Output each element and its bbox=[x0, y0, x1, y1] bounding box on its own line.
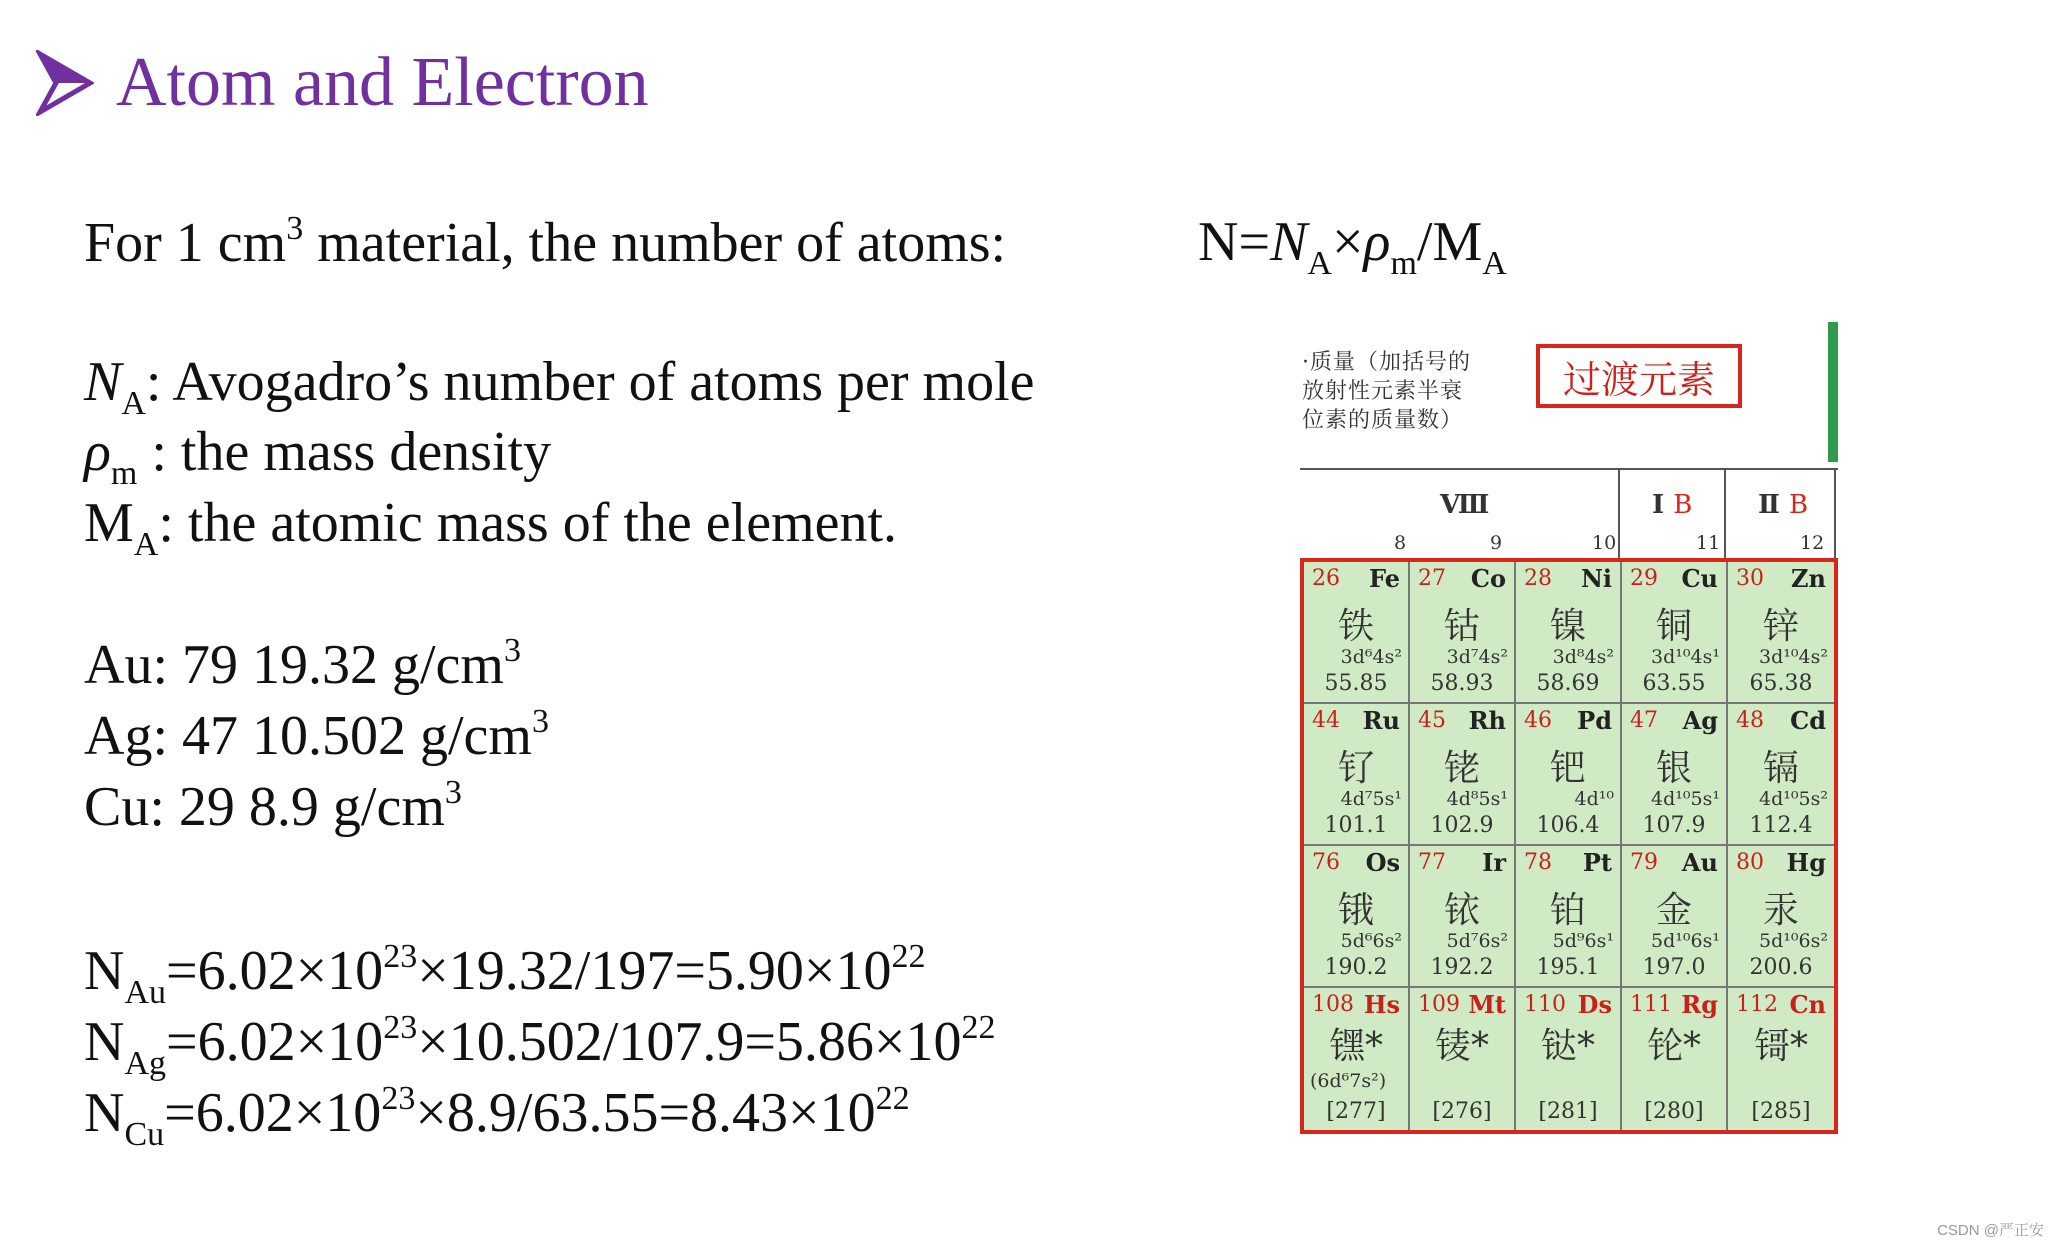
electron-config: 3d⁷4s² bbox=[1446, 646, 1508, 668]
group-number: 12 bbox=[1800, 532, 1825, 554]
atomic-number: 46 bbox=[1524, 708, 1552, 733]
element-cell-ir bbox=[1410, 846, 1516, 988]
atomic-mass: 101.1 bbox=[1324, 813, 1388, 838]
calc-b: ×8.9/63.55=8.43×10 bbox=[415, 1082, 876, 1144]
atomic-number: 48 bbox=[1736, 708, 1764, 733]
pt-note-line: 位素的质量数） bbox=[1302, 408, 1464, 433]
def-text: : the atomic mass of the element. bbox=[158, 492, 898, 554]
chinese-name: 金 bbox=[1655, 890, 1692, 931]
element-cell-cn bbox=[1728, 988, 1834, 1130]
element-symbol: Rh bbox=[1468, 706, 1506, 735]
atomic-mass: [280] bbox=[1644, 1099, 1704, 1124]
electron-config: 5d⁶6s² bbox=[1340, 930, 1402, 952]
pt-note bbox=[1302, 348, 1512, 435]
element-symbol: Co bbox=[1470, 564, 1506, 593]
element-symbol: Au bbox=[1681, 848, 1718, 877]
electron-config: 5d¹⁰6s¹ bbox=[1651, 930, 1720, 952]
group-ib-b: B bbox=[1673, 490, 1693, 520]
calc-exp2: 22 bbox=[961, 1009, 996, 1046]
element-cell-pt bbox=[1516, 846, 1622, 988]
group-ib-roman: Ⅰ bbox=[1652, 490, 1665, 520]
element-sup: 3 bbox=[531, 703, 549, 740]
element-cell-hs bbox=[1304, 988, 1410, 1130]
element-symbol: Cd bbox=[1790, 706, 1826, 735]
element-cell-pd bbox=[1516, 704, 1622, 846]
calc-a: =6.02×10 bbox=[164, 1082, 382, 1144]
element-cell-ni bbox=[1516, 562, 1622, 704]
element-symbol: Rg bbox=[1681, 990, 1718, 1019]
element-symbol: Cu bbox=[1681, 564, 1718, 593]
group-iib-roman: Ⅱ bbox=[1758, 490, 1780, 520]
electron-config: 4d¹⁰5s² bbox=[1759, 788, 1828, 810]
element-cell-co bbox=[1410, 562, 1516, 704]
arrow-bullet-icon bbox=[36, 50, 94, 116]
electron-config: 5d⁹6s¹ bbox=[1552, 930, 1614, 952]
calc-a: =6.02×10 bbox=[166, 940, 384, 1002]
atomic-mass: 197.0 bbox=[1642, 955, 1706, 980]
atomic-mass: [285] bbox=[1751, 1099, 1811, 1124]
electron-config: 5d⁷6s² bbox=[1446, 930, 1508, 952]
atomic-number: 108 bbox=[1312, 992, 1354, 1017]
chinese-name: 镉 bbox=[1762, 748, 1799, 789]
element-symbol: Ir bbox=[1482, 848, 1506, 877]
atomic-number: 109 bbox=[1418, 992, 1460, 1017]
element-cell-hg bbox=[1728, 846, 1834, 988]
calc-cu bbox=[84, 1082, 910, 1152]
electron-config: 3d¹⁰4s² bbox=[1759, 646, 1828, 668]
def-sub: A bbox=[133, 526, 159, 563]
chinese-name: 钌 bbox=[1337, 748, 1374, 789]
def-text: : Avogadro’s number of atoms per mole bbox=[145, 351, 1035, 413]
atomic-mass: [281] bbox=[1538, 1099, 1598, 1124]
atomic-number: 80 bbox=[1736, 850, 1764, 875]
atomic-mass: 63.55 bbox=[1642, 671, 1706, 696]
electron-config: 4d¹⁰ bbox=[1574, 788, 1614, 810]
element-cell-cd bbox=[1728, 704, 1834, 846]
chinese-name: 铑 bbox=[1443, 748, 1480, 789]
chinese-name: 鿏* bbox=[1434, 1026, 1489, 1067]
group-iib-b: B bbox=[1788, 490, 1809, 520]
atomic-mass: 195.1 bbox=[1536, 955, 1600, 980]
definition-rho bbox=[84, 421, 552, 492]
atomic-number: 77 bbox=[1418, 850, 1446, 875]
element-symbol: Hs bbox=[1363, 990, 1400, 1019]
intro-prefix: For 1 cm bbox=[84, 212, 287, 274]
element-cell-cu bbox=[1622, 562, 1728, 704]
calc-n: N bbox=[84, 940, 125, 1002]
atomic-mass: 112.4 bbox=[1749, 813, 1813, 838]
definition-ma bbox=[84, 492, 898, 563]
chinese-name: 𫟼* bbox=[1540, 1026, 1595, 1067]
calc-sub: Cu bbox=[124, 1116, 165, 1153]
formula-rho: ρ bbox=[1363, 211, 1391, 273]
element-cell-mt bbox=[1410, 988, 1516, 1130]
group-divider bbox=[1834, 470, 1836, 560]
def-text: : the mass density bbox=[137, 421, 552, 483]
group-number: 8 bbox=[1394, 532, 1407, 554]
element-label: Ag: 47 10.502 g/cm bbox=[84, 705, 532, 767]
formula-lhs: N= bbox=[1198, 211, 1271, 273]
chinese-name: 𬭶* bbox=[1328, 1026, 1383, 1067]
element-symbol: Ag bbox=[1682, 706, 1718, 735]
atomic-number: 27 bbox=[1418, 566, 1446, 591]
electron-config: 3d¹⁰4s¹ bbox=[1651, 646, 1720, 668]
element-symbol: Cn bbox=[1789, 990, 1826, 1019]
formula-na-sub: A bbox=[1307, 245, 1332, 282]
chinese-name: 锇 bbox=[1337, 890, 1374, 931]
atomic-number: 45 bbox=[1418, 708, 1446, 733]
atomic-mass: 107.9 bbox=[1642, 813, 1706, 838]
formula-rho-sub: m bbox=[1390, 245, 1417, 282]
chinese-name: 银 bbox=[1655, 748, 1692, 789]
chinese-name: 鿔* bbox=[1753, 1026, 1808, 1067]
element-symbol: Pd bbox=[1577, 706, 1612, 735]
chinese-name: 𬬭* bbox=[1646, 1026, 1701, 1067]
atomic-number: 30 bbox=[1736, 566, 1764, 591]
element-symbol: Ru bbox=[1362, 706, 1400, 735]
electron-config: 4d⁷5s¹ bbox=[1340, 788, 1402, 810]
periodic-table-excerpt bbox=[1300, 322, 1846, 1152]
electron-config: (6d⁶7s²) bbox=[1310, 1070, 1387, 1092]
atomic-number: 110 bbox=[1524, 992, 1566, 1017]
pt-note-line: ·质量（加括号的 bbox=[1302, 350, 1471, 375]
element-cell-fe bbox=[1304, 562, 1410, 704]
group-divider bbox=[1618, 470, 1620, 560]
element-symbol: Zn bbox=[1791, 564, 1826, 593]
element-symbol: Ds bbox=[1577, 990, 1612, 1019]
calc-exp1: 23 bbox=[383, 1009, 418, 1046]
group-number: 11 bbox=[1696, 532, 1721, 554]
calc-exp1: 23 bbox=[383, 938, 418, 975]
calc-sub: Ag bbox=[124, 1045, 167, 1082]
group-viii-label: Ⅷ bbox=[1440, 490, 1490, 520]
chinese-name: 钴 bbox=[1443, 606, 1480, 647]
electron-config: 5d¹⁰6s² bbox=[1759, 930, 1828, 952]
element-label: Cu: 29 8.9 g/cm bbox=[84, 776, 445, 838]
group-divider bbox=[1724, 470, 1726, 560]
element-symbol: Mt bbox=[1468, 990, 1506, 1019]
element-ag bbox=[84, 703, 549, 767]
atomic-mass: 58.69 bbox=[1536, 671, 1600, 696]
electron-config: 4d¹⁰5s¹ bbox=[1651, 788, 1720, 810]
group-iib-label bbox=[1758, 490, 1808, 520]
group-number: 9 bbox=[1490, 532, 1503, 554]
chinese-name: 汞 bbox=[1762, 890, 1799, 931]
atomic-number: 47 bbox=[1630, 708, 1658, 733]
chinese-name: 铁 bbox=[1337, 606, 1374, 647]
element-cu bbox=[84, 774, 462, 838]
pt-green-bar bbox=[1828, 322, 1838, 462]
atomic-number: 26 bbox=[1312, 566, 1340, 591]
calc-exp2: 22 bbox=[875, 1080, 910, 1117]
calc-sub: Au bbox=[124, 974, 167, 1011]
transition-elements-badge: 过渡元素 bbox=[1536, 344, 1742, 408]
intro-suffix: material, the number of atoms: bbox=[303, 212, 1007, 274]
pt-note-line: 放射性元素半衰 bbox=[1302, 379, 1464, 404]
formula-na: N bbox=[1270, 211, 1308, 273]
calc-au bbox=[84, 940, 926, 1010]
calc-b: ×19.32/197=5.90×10 bbox=[417, 940, 892, 1002]
atomic-mass: [277] bbox=[1326, 1099, 1386, 1124]
atomic-mass: 58.93 bbox=[1430, 671, 1494, 696]
element-label: Au: 79 19.32 g/cm bbox=[84, 634, 504, 696]
atomic-mass: 106.4 bbox=[1536, 813, 1600, 838]
def-symbol: M bbox=[84, 492, 134, 554]
formula-ma-sub: A bbox=[1482, 245, 1507, 282]
atomic-number: 44 bbox=[1312, 708, 1340, 733]
electron-config: 4d⁸5s¹ bbox=[1446, 788, 1508, 810]
element-grid bbox=[1300, 558, 1838, 1134]
atomic-number: 78 bbox=[1524, 850, 1552, 875]
element-symbol: Hg bbox=[1786, 848, 1826, 877]
element-cell-zn bbox=[1728, 562, 1834, 704]
element-cell-au bbox=[1622, 846, 1728, 988]
element-cell-rh bbox=[1410, 704, 1516, 846]
title-text: Atom and Electron bbox=[116, 44, 649, 121]
atomic-number: 28 bbox=[1524, 566, 1552, 591]
element-symbol: Ni bbox=[1580, 564, 1612, 593]
calc-exp2: 22 bbox=[891, 938, 926, 975]
def-symbol: ρ bbox=[84, 421, 111, 483]
atomic-number: 29 bbox=[1630, 566, 1658, 591]
calc-exp1: 23 bbox=[381, 1080, 416, 1117]
element-cell-os bbox=[1304, 846, 1410, 988]
watermark: CSDN @严正安 bbox=[1937, 1222, 2044, 1239]
element-cell-rg bbox=[1622, 988, 1728, 1130]
atomic-number: 76 bbox=[1312, 850, 1340, 875]
element-sup: 3 bbox=[444, 774, 462, 811]
chinese-name: 锌 bbox=[1762, 606, 1799, 647]
electron-config: 3d⁸4s² bbox=[1552, 646, 1614, 668]
atomic-mass: 200.6 bbox=[1749, 955, 1813, 980]
slide-title bbox=[36, 38, 649, 128]
group-ib-label bbox=[1652, 490, 1692, 520]
atomic-mass: 190.2 bbox=[1324, 955, 1388, 980]
formula-div: /M bbox=[1416, 211, 1483, 273]
atomic-number: 79 bbox=[1630, 850, 1658, 875]
element-au bbox=[84, 632, 521, 696]
def-symbol: N bbox=[84, 351, 122, 413]
formula-times: × bbox=[1331, 211, 1364, 273]
atomic-number: 111 bbox=[1630, 992, 1672, 1017]
atomic-mass: [276] bbox=[1432, 1099, 1492, 1124]
calc-b: ×10.502/107.9=5.86×10 bbox=[417, 1011, 962, 1073]
pt-group-header bbox=[1300, 468, 1838, 558]
element-symbol: Fe bbox=[1369, 564, 1400, 593]
definition-na bbox=[84, 351, 1035, 422]
electron-config: 3d⁶4s² bbox=[1340, 646, 1402, 668]
element-sup: 3 bbox=[503, 632, 521, 669]
intro-sup: 3 bbox=[286, 210, 304, 247]
atomic-mass: 65.38 bbox=[1749, 671, 1813, 696]
calc-a: =6.02×10 bbox=[166, 1011, 384, 1073]
atoms-formula bbox=[1198, 210, 1507, 283]
element-symbol: Pt bbox=[1582, 848, 1612, 877]
chinese-name: 铜 bbox=[1655, 606, 1692, 647]
group-number: 10 bbox=[1592, 532, 1617, 554]
chinese-name: 铂 bbox=[1549, 890, 1586, 931]
calc-n: N bbox=[84, 1011, 125, 1073]
chinese-name: 钯 bbox=[1549, 748, 1586, 789]
calc-ag bbox=[84, 1011, 996, 1081]
atomic-number: 112 bbox=[1736, 992, 1778, 1017]
chinese-name: 镍 bbox=[1549, 606, 1586, 647]
element-symbol: Os bbox=[1365, 848, 1400, 877]
atomic-mass: 55.85 bbox=[1324, 671, 1388, 696]
atomic-mass: 192.2 bbox=[1430, 955, 1494, 980]
intro-line bbox=[84, 210, 1007, 274]
element-cell-ag bbox=[1622, 704, 1728, 846]
atomic-mass: 102.9 bbox=[1430, 813, 1494, 838]
def-sub: A bbox=[121, 385, 146, 422]
def-sub: m bbox=[110, 455, 138, 492]
chinese-name: 铱 bbox=[1443, 890, 1480, 931]
calc-n: N bbox=[84, 1082, 125, 1144]
element-cell-ru bbox=[1304, 704, 1410, 846]
element-cell-ds bbox=[1516, 988, 1622, 1130]
